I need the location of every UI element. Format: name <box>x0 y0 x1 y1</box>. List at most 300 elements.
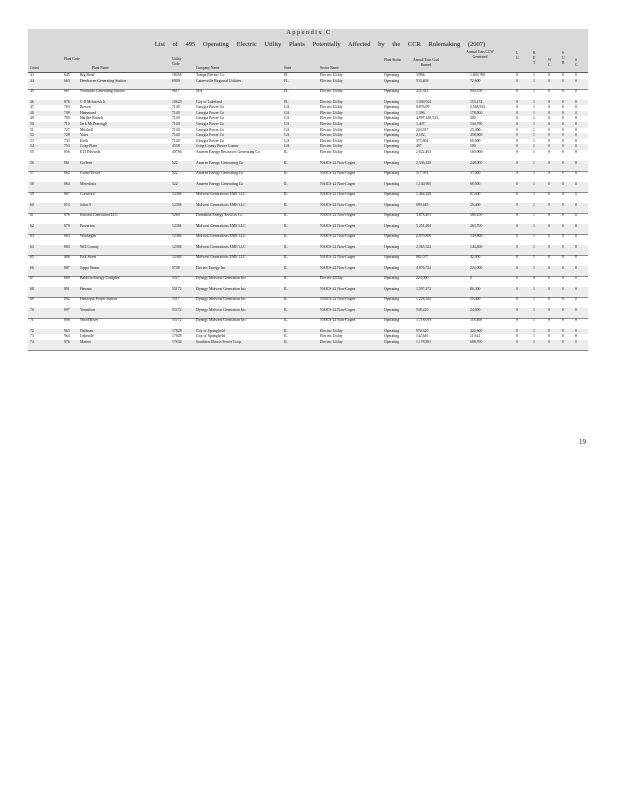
cell-flag: 0 <box>548 138 550 143</box>
cell-plant-status: Operating <box>384 133 400 138</box>
cell-plant-name: Kraft <box>80 138 89 143</box>
cell-ccw-generated: 458,900 <box>470 133 483 138</box>
cell-flag: 0 <box>575 297 577 301</box>
cell-sector-name: Electric Utility <box>320 110 343 115</box>
cell-count: 66 <box>30 265 34 270</box>
cell-flag: 0 <box>516 89 518 94</box>
cell-state: IL <box>284 328 288 333</box>
col-utility-code: Utility Code <box>172 57 182 66</box>
cell-plant-status: Operating <box>384 122 400 126</box>
cell-ccw-generated: 60,000 <box>470 138 481 143</box>
cell-coal-burned: 2,102, <box>416 133 426 138</box>
cell-flag: 0 <box>575 265 577 270</box>
cell-plant-code: 753 <box>64 144 70 149</box>
cell-count: 55 <box>30 150 34 154</box>
cell-company-name: Crisp County Power Comm <box>196 144 239 149</box>
cell-flag: 0 <box>562 328 564 333</box>
col-count: Count <box>30 66 39 70</box>
cell-ccw-generated: 144,790 <box>470 122 483 126</box>
cell-flag: 0 <box>575 307 577 312</box>
cell-flag: 0 <box>516 213 518 217</box>
cell-state: GA <box>284 122 290 126</box>
cell-plant-name: Northside Generating Station <box>80 89 125 94</box>
cell-plant-status: Operating <box>384 171 400 175</box>
cell-flag: 0 <box>562 244 564 249</box>
cell-flag: 1 <box>533 307 535 312</box>
cell-flag: 1 <box>533 213 535 217</box>
cell-ccw-generated: 380,100 <box>470 213 483 217</box>
cell-plant-status: Operating <box>384 223 400 228</box>
cell-coal-burned: 538,420 <box>416 307 429 312</box>
table-row <box>28 340 588 352</box>
cell-coal-burned: 1,447, <box>416 122 426 126</box>
cell-flag: 0 <box>575 171 577 175</box>
cell-flag: 0 <box>548 265 550 270</box>
cell-flag: 0 <box>548 334 550 339</box>
cell-count: 63 <box>30 234 34 238</box>
cell-plant-code: 709 <box>64 116 70 121</box>
cell-flag: 0 <box>516 286 518 291</box>
cell-plant-code: 862 <box>64 171 70 175</box>
cell-utility-code: 55172 <box>172 286 182 291</box>
cell-flag: 1 <box>533 138 535 143</box>
cell-flag: 1 <box>533 105 535 110</box>
cell-utility-code: 9617 <box>172 89 180 94</box>
cell-state: IL <box>284 202 288 207</box>
cell-flag: 0 <box>516 73 518 77</box>
cell-plant-code: 889 <box>64 276 70 280</box>
cell-flag: 0 <box>548 276 550 280</box>
cell-flag: 0 <box>562 110 564 115</box>
cell-company-name: Ameren Energy Generating Co <box>196 181 244 186</box>
col-plant-code: Plant Code <box>64 57 80 61</box>
cell-coal-burned: 1,597,272 <box>416 286 432 291</box>
col-company-name: Company Name <box>196 66 220 70</box>
cell-utility-code: 12384 <box>172 223 182 228</box>
cell-flag: 0 <box>575 339 577 344</box>
cell-plant-code: 727 <box>64 127 70 132</box>
cell-plant-status: Operating <box>384 328 400 333</box>
cell-state: IL <box>284 265 288 270</box>
cell-plant-status: Operating <box>384 144 400 149</box>
cell-coal-burned: 142,646 <box>416 334 429 339</box>
cell-ccw-generated: 178,600 <box>470 110 483 115</box>
cell-sector-name: NAICS-22 Non-Cogen <box>320 160 356 165</box>
cell-flag: 0 <box>548 328 550 333</box>
cell-plant-name: Grand Tower <box>80 171 101 175</box>
cell-plant-name: Baldwin Energy Complex <box>80 276 120 280</box>
cell-plant-code: 864 <box>64 181 70 186</box>
cell-company-name: Dynegy Midwest Generation Inc <box>196 318 246 322</box>
cell-sector-name: Electric Utility <box>320 150 343 154</box>
cell-coal-burned: 497 <box>416 144 422 149</box>
cell-coal-burned: 1,049,924 <box>416 99 432 104</box>
cell-ccw-generated: 688,700 <box>470 339 483 344</box>
cell-flag: 0 <box>548 171 550 175</box>
cell-flag: 1 <box>533 73 535 77</box>
cell-flag: 1 <box>533 223 535 228</box>
cell-state: IL <box>284 171 288 175</box>
cell-coal-burned: 224,000 <box>416 276 429 280</box>
cell-flag: 0 <box>516 160 518 165</box>
cell-coal-burned: 517,993 <box>416 171 429 175</box>
cell-count: 50 <box>30 122 34 126</box>
cell-flag: 0 <box>562 276 564 280</box>
cell-plant-name: Bowen <box>80 105 91 110</box>
cell-flag: 1 <box>533 255 535 259</box>
cell-flag: 0 <box>575 318 577 322</box>
cell-flag: 0 <box>516 122 518 126</box>
cell-flag: 0 <box>575 255 577 259</box>
cell-count: 72 <box>30 328 34 333</box>
cell-flag: 0 <box>548 339 550 344</box>
cell-state: FL <box>284 73 289 77</box>
cell-flag: 0 <box>562 202 564 207</box>
cell-state: IL <box>284 318 288 322</box>
cell-flag: 0 <box>575 160 577 165</box>
cell-coal-burned: 1,464,228 <box>416 192 432 196</box>
cell-utility-code: 12384 <box>172 255 182 259</box>
cell-flag: 0 <box>548 318 550 322</box>
cell-ccw-generated: 300 <box>470 116 476 121</box>
cell-flag: 1 <box>533 202 535 207</box>
cell-state: IL <box>284 213 288 217</box>
cell-plant-name: Wood River <box>80 318 99 322</box>
cell-plant-code: 886 <box>64 255 70 259</box>
cell-coal-burned: 533,469 <box>416 78 429 83</box>
cell-ccw-generated: 144,400 <box>470 244 483 249</box>
cell-ccw-generated: 224,000 <box>470 265 483 270</box>
cell-flag: 0 <box>562 286 564 291</box>
cell-plant-status: Operating <box>384 99 400 104</box>
cell-company-name: Dynegy Midwest Generation Inc <box>196 276 246 280</box>
cell-sector-name: NAICS-22 Non-Cogen <box>320 234 356 238</box>
cell-plant-name: Lakeside <box>80 334 94 339</box>
cell-company-name: City of Springfield <box>196 334 225 339</box>
cell-flag: 0 <box>548 105 550 110</box>
col-flag-wc: W C <box>548 58 552 67</box>
cell-ccw-generated: 20,400 <box>470 202 481 207</box>
cell-plant-code: 976 <box>64 339 70 344</box>
cell-flag: 1 <box>533 133 535 138</box>
cell-ccw-generated: 11,612 <box>470 334 481 339</box>
cell-flag: 0 <box>562 318 564 322</box>
cell-flag: 1 <box>533 339 535 344</box>
cell-plant-name: Hammond <box>80 110 97 115</box>
cell-plant-code: 891 <box>64 286 70 291</box>
cell-sector-name: Electric Utility <box>320 328 343 333</box>
cell-sector-name: Electric Utility <box>320 116 343 121</box>
cell-flag: 0 <box>548 234 550 238</box>
cell-flag: 0 <box>562 144 564 149</box>
cell-flag: 0 <box>562 133 564 138</box>
cell-utility-code: 17828 <box>172 328 182 333</box>
cell-plant-status: Operating <box>384 202 400 207</box>
cell-flag: 0 <box>575 334 577 339</box>
cell-flag: 0 <box>575 99 577 104</box>
cell-flag: 0 <box>548 286 550 291</box>
cell-flag: 1 <box>533 116 535 121</box>
cell-plant-name: Crawford <box>80 192 95 196</box>
cell-utility-code: 7140 <box>172 122 180 126</box>
cell-plant-name: Powerton <box>80 223 95 228</box>
cell-sector-name: Electric Utility <box>320 144 343 149</box>
cell-coal-burned: 5,251,494 <box>416 223 432 228</box>
cell-state: IL <box>284 334 288 339</box>
cell-count: 62 <box>30 223 34 228</box>
cell-utility-code: 10623 <box>172 99 182 104</box>
cell-flag: 0 <box>548 89 550 94</box>
cell-plant-status: Operating <box>384 234 400 238</box>
cell-plant-name: Meredosia <box>80 181 97 186</box>
cell-state: IL <box>284 234 288 238</box>
cell-plant-status: Operating <box>384 138 400 143</box>
cell-sector-name: Electric Utility <box>320 122 343 126</box>
cell-flag: 1 <box>533 328 535 333</box>
cell-sector-name: NAICS-22 Non-Cogen <box>320 202 356 207</box>
cell-company-name: Georgia Power Co <box>196 127 225 132</box>
cell-plant-name: Dallman <box>80 328 94 333</box>
cell-flag: 0 <box>548 110 550 115</box>
cell-plant-code: 898 <box>64 318 70 322</box>
cell-flag: 0 <box>562 297 564 301</box>
cell-plant-code: 856 <box>64 150 70 154</box>
cell-flag: 0 <box>548 192 550 196</box>
cell-plant-name: Crisp Plant <box>80 144 97 149</box>
cell-flag: 0 <box>548 122 550 126</box>
cell-plant-name: C D McIntosh Jr <box>80 99 106 104</box>
cell-company-name: Ameren Energy Generating Co <box>196 160 244 165</box>
cell-flag: 0 <box>562 138 564 143</box>
cell-sector-name: Electric Utility <box>320 339 343 344</box>
cell-company-name: Tampa Electric Co <box>196 73 225 77</box>
cell-company-name: Midwest Generations EME LLC <box>196 234 246 238</box>
cell-flag: 0 <box>562 171 564 175</box>
cell-company-name: Midwest Generations EME LLC <box>196 202 246 207</box>
cell-count: 56 <box>30 160 34 165</box>
cell-sector-name: Electric Utility <box>320 105 343 110</box>
cell-flag: 0 <box>575 138 577 143</box>
cell-flag: 1 <box>533 334 535 339</box>
cell-company-name: Ameren Energy Generating Co <box>196 171 244 175</box>
cell-flag: 0 <box>548 297 550 301</box>
cell-flag: 0 <box>548 307 550 312</box>
cell-flag: 0 <box>562 127 564 132</box>
cell-plant-status: Operating <box>384 307 400 312</box>
cell-ccw-generated: 68,000 <box>470 181 481 186</box>
cell-utility-code: 12384 <box>172 244 182 249</box>
cell-plant-status: Operating <box>384 286 400 291</box>
cell-utility-code: 55172 <box>172 318 182 322</box>
cell-utility-code: 12384 <box>172 202 182 207</box>
cell-flag: 0 <box>575 116 577 121</box>
cell-flag: 1 <box>533 122 535 126</box>
cell-company-name: Georgia Power Co <box>196 122 225 126</box>
cell-flag: 0 <box>548 78 550 83</box>
cell-flag: 0 <box>575 213 577 217</box>
cell-plant-name: Joliet 9 <box>80 202 92 207</box>
cell-flag: 0 <box>562 234 564 238</box>
cell-state: IL <box>284 192 288 196</box>
cell-plant-code: 892 <box>64 297 70 301</box>
cell-flag: 0 <box>548 133 550 138</box>
cell-state: IL <box>284 307 288 312</box>
cell-coal-burned: 2,822,463 <box>416 150 432 154</box>
cell-count: 45 <box>30 89 34 94</box>
cell-sector-name: Electric Utility <box>320 99 343 104</box>
col-ccw-generated: Annual Tons CCW Generated <box>466 50 494 59</box>
cell-ccw-generated: 100 <box>470 144 476 149</box>
cell-state: GA <box>284 127 290 132</box>
cell-ccw-generated: 42,000 <box>470 255 481 259</box>
cell-coal-burned: 251,925 <box>416 89 429 94</box>
cell-count: 58 <box>30 181 34 186</box>
cell-utility-code: 5748 <box>172 265 180 270</box>
cell-plant-status: Operating <box>384 213 400 217</box>
cell-utility-code: 5517 <box>172 297 180 301</box>
cell-plant-code: 876 <box>64 213 70 217</box>
cell-flag: 1 <box>533 144 535 149</box>
cell-coal-burned: 3,894, <box>416 73 426 77</box>
cell-ccw-generated: 37,000 <box>470 171 481 175</box>
cell-count: 57 <box>30 171 34 175</box>
cell-plant-name: Mitchell <box>80 127 93 132</box>
cell-flag: 0 <box>575 127 577 132</box>
table-title: List of 495 Operating Electric Utility Plants Potentially Affected by the CCR Rulemaking (2007) <box>154 41 486 48</box>
cell-utility-code: 55172 <box>172 307 182 312</box>
cell-flag: 0 <box>562 213 564 217</box>
cell-plant-code: 861 <box>64 160 70 165</box>
cell-flag: 0 <box>575 122 577 126</box>
cell-flag: 0 <box>516 223 518 228</box>
cell-coal-burned: 970,320 <box>416 328 429 333</box>
cell-company-name: Georgia Power Co <box>196 116 225 121</box>
cell-flag: 0 <box>562 89 564 94</box>
cell-flag: 0 <box>575 133 577 138</box>
cell-utility-code: 17632 <box>172 339 182 344</box>
cell-flag: 0 <box>516 99 518 104</box>
cell-sector-name: NAICS-22 Non-Cogen <box>320 223 356 228</box>
cell-utility-code: 522 <box>172 171 178 175</box>
cell-flag: 0 <box>562 116 564 121</box>
cell-flag: 1 <box>533 171 535 175</box>
cell-sector-name: NAICS-22 Non-Cogen <box>320 265 356 270</box>
cell-state: GA <box>284 105 290 110</box>
cell-flag: 1 <box>533 181 535 186</box>
cell-sector-name: NAICS-22 Non-Cogen <box>320 255 356 259</box>
cell-plant-status: Operating <box>384 116 400 121</box>
cell-flag: 0 <box>562 122 564 126</box>
cell-flag: 0 <box>548 160 550 165</box>
cell-plant-status: Operating <box>384 276 400 280</box>
cell-flag: 1 <box>533 99 535 104</box>
cell-count: 51 <box>30 127 34 132</box>
cell-company-name: Georgia Power Co <box>196 110 225 115</box>
cell-count: 70 <box>30 307 34 312</box>
cell-flag: 0 <box>562 181 564 186</box>
cell-count: 53 <box>30 138 34 143</box>
cell-flag: 0 <box>548 181 550 186</box>
cell-sector-name: Electric Utility <box>320 89 343 94</box>
cell-utility-code: 17828 <box>172 334 182 339</box>
cell-utility-code: 7140 <box>172 110 180 115</box>
cell-coal-burned: 4,997,330,533, <box>416 116 439 121</box>
cell-ccw-generated: 1,843,700 <box>470 73 486 77</box>
cell-flag: 0 <box>575 192 577 196</box>
cell-coal-burned: 3,878,491 <box>416 213 432 217</box>
cell-state: IL <box>284 297 288 301</box>
cell-utility-code: 6909 <box>172 78 180 83</box>
cell-flag: 0 <box>575 244 577 249</box>
cell-plant-name: Fisk Street <box>80 255 97 259</box>
cell-flag: 0 <box>562 150 564 154</box>
cell-ccw-generated: 2,568,932 <box>470 105 486 110</box>
cell-flag: 0 <box>575 89 577 94</box>
cell-flag: 1 <box>533 265 535 270</box>
cell-plant-code: 867 <box>64 192 70 196</box>
cell-plant-code: 703 <box>64 105 70 110</box>
cell-flag: 0 <box>516 144 518 149</box>
cell-ccw-generated: 248,000 <box>470 160 483 165</box>
cell-company-name: Electric Energy Inc <box>196 265 226 270</box>
cell-count: 67 <box>30 276 34 280</box>
cell-coal-burned: 2,336,428 <box>416 160 432 165</box>
cell-sector-name: Electric Utility <box>320 276 343 280</box>
cell-plant-name: Jack McDonough <box>80 122 107 126</box>
cell-count: 65 <box>30 255 34 259</box>
cell-plant-name: Kincaid Generation LLC <box>80 213 118 217</box>
cell-plant-status: Operating <box>384 192 400 196</box>
cell-flag: 0 <box>516 127 518 132</box>
cell-flag: 0 <box>548 255 550 259</box>
cell-state: IL <box>284 255 288 259</box>
cell-flag: 1 <box>533 160 535 165</box>
appendix-heading: Appendix C <box>286 29 332 36</box>
cell-flag: 1 <box>533 234 535 238</box>
cell-plant-name: Big Bend <box>80 73 95 77</box>
cell-flag: 1 <box>533 127 535 132</box>
cell-plant-status: Operating <box>384 89 400 94</box>
cell-flag: 0 <box>575 73 577 77</box>
page-number: 19 <box>579 438 586 446</box>
cell-state: FL <box>284 99 289 104</box>
cell-flag: 0 <box>516 78 518 83</box>
cell-flag: 0 <box>562 78 564 83</box>
cell-plant-name: Hennepin Power Station <box>80 297 118 301</box>
cell-ccw-generated: 153,274 <box>470 99 483 104</box>
cell-state: FL <box>284 78 289 83</box>
cell-plant-code: 708 <box>64 110 70 115</box>
cell-flag: 0 <box>548 213 550 217</box>
cell-plant-status: Operating <box>384 160 400 165</box>
cell-count: 44 <box>30 78 34 83</box>
cell-sector-name: NAICS-22 Non-Cogen <box>320 244 356 249</box>
cell-utility-code: 4538 <box>172 144 180 149</box>
cell-ccw-generated: 422,600 <box>470 328 483 333</box>
cell-company-name: Midwest Generations EME LLC <box>196 244 246 249</box>
cell-count: 60 <box>30 202 34 207</box>
cell-utility-code: 7140 <box>172 105 180 110</box>
cell-coal-burned: 224,917 <box>416 127 429 132</box>
cell-flag: 0 <box>575 202 577 207</box>
cell-state: IL <box>284 286 288 291</box>
cell-state: GA <box>284 116 290 121</box>
cell-utility-code: 49766 <box>172 150 182 154</box>
cell-coal-burned: 2,565,322 <box>416 244 432 249</box>
cell-flag: 1 <box>533 89 535 94</box>
cell-flag: 0 <box>516 339 518 344</box>
cell-company-name: JEA <box>196 89 203 94</box>
